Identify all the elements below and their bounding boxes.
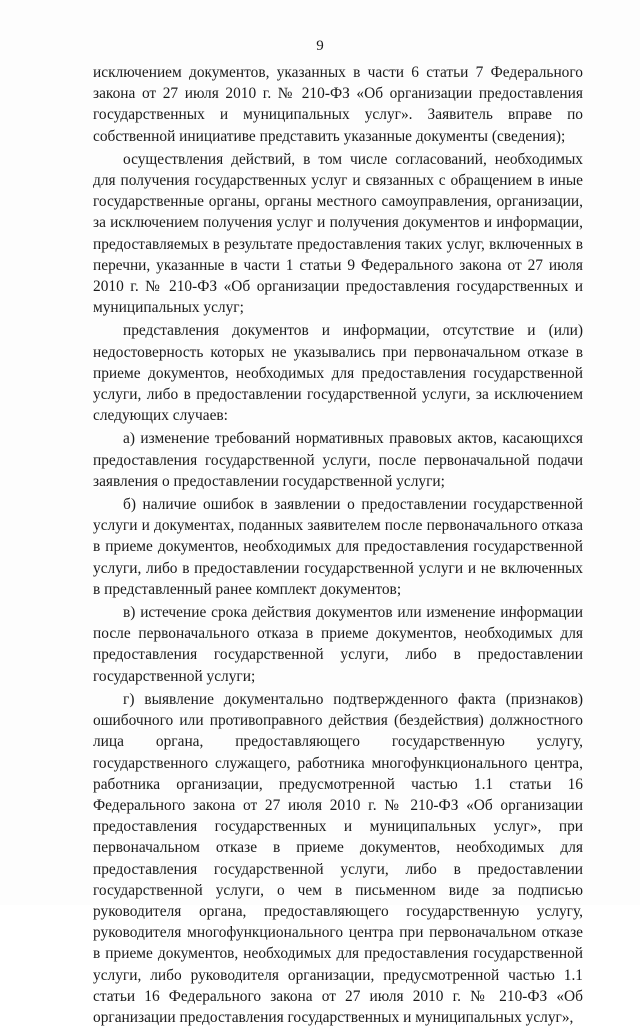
- document-body: [93, 62, 583, 1030]
- paragraph: исключением документов, указанных в части 6 статьи 7 Федерального закона от 27 июля 2010 г. № 210-ФЗ «Об организации предоставления государственных и муниципальных услуг». Заявитель вправе по собственной инициативе представить указанные документы (сведения);: [93, 64, 583, 145]
- paragraph: представления документов и информации, отсутствие и (или) недостоверность которых не указывались при первоначальном отказе в приеме документов, необходимых для предоставления государственной услуги, либо в предоставлении государственной услуги, за исключением следующих случаев:: [93, 322, 583, 425]
- paragraph: в) истечение срока действия документов или изменение информации после первоначального отказа в приеме документов, необходимых для предоставления государственной услуги, либо в предоставлении государственной услуги;: [93, 604, 583, 685]
- paragraph: г) выявление документально подтвержденного факта (признаков) ошибочного или противоправного действия (бездействия) должностного лица органа, предоставляющего государственную услугу, государственного служащего, работника многофункционального центра, работника организации, предусмотренной частью 1.1 статьи 16 Федерального закона от 27 июля 2010 г. № 210-ФЗ «Об организации предоставления государственных и муниципальных услуг», при первоначальном отказе в приеме документов, необходимых для предоставления государственной услуги, либо в предоставлении государственной услуги, о чем в письменном виде за подписью руководителя органа, предоставляющего государственную услугу, руководителя многофункционального центра при первоначальном отказе в приеме документов, необходимых для предоставления государственной услуги, либо руководителя организации, предусмотренной частью 1.1 статьи 16 Федерального закона от 27 июля 2010 г. № 210-ФЗ «Об организации предоставления государственных и муниципальных услуг»,: [93, 690, 583, 1026]
- paragraph: осуществления действий, в том числе согласований, необходимых для получения государственных услуг и связанных с обращением в иные государственные органы, органы местного самоуправления, организации, за исключением получения услуг и получения документов и информации, предоставляемых в результате предоставления таких услуг, включенных в перечни, указанные в части 1 статьи 9 Федерального закона от 27 июля 2010 г. № 210-ФЗ «Об организации предоставления государственных и муниципальных услуг;: [93, 150, 583, 317]
- paragraph: б) наличие ошибок в заявлении о предоставлении государственной услуги и документах, поданных заявителем после первоначального отказа в приеме документов, необходимых для предоставления государственной услуги, либо в предоставлении государственной услуги и не включенных в представленный ранее комплект документов;: [93, 496, 583, 598]
- page-number: 9: [316, 38, 324, 54]
- paragraph: а) изменение требований нормативных правовых актов, касающихся предоставления государственной услуги, после первоначальной подачи заявления о предоставлении государственной услуги;: [93, 430, 583, 490]
